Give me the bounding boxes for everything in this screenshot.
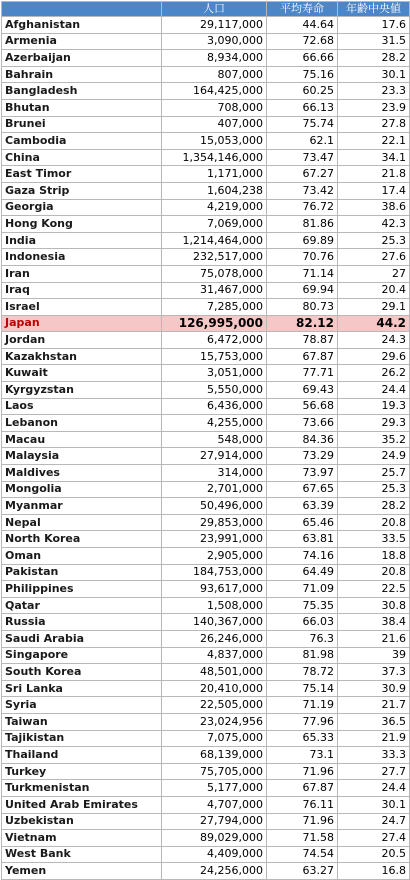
life-expectancy-cell[interactable]: 69.43 <box>267 382 338 399</box>
life-expectancy-cell[interactable]: 71.19 <box>267 697 338 714</box>
life-expectancy-cell[interactable]: 84.36 <box>267 431 338 448</box>
median-age-cell[interactable]: 18.8 <box>338 548 410 565</box>
life-expectancy-cell[interactable]: 69.94 <box>267 282 338 299</box>
population-cell[interactable]: 68,139,000 <box>162 747 267 764</box>
table-row[interactable] <box>2 465 410 482</box>
median-age-cell[interactable]: 21.9 <box>338 730 410 747</box>
median-age-cell[interactable]: 17.4 <box>338 182 410 199</box>
life-expectancy-cell[interactable]: 73.42 <box>267 182 338 199</box>
country-name-cell[interactable]: Kuwait <box>2 365 162 382</box>
table-row[interactable] <box>2 299 410 316</box>
median-age-cell[interactable]: 20.5 <box>338 846 410 863</box>
life-expectancy-cell[interactable]: 71.09 <box>267 581 338 598</box>
median-age-cell[interactable]: 22.5 <box>338 581 410 598</box>
table-row[interactable] <box>2 133 410 150</box>
population-cell[interactable]: 50,496,000 <box>162 498 267 515</box>
table-row[interactable] <box>2 282 410 299</box>
population-cell[interactable]: 75,705,000 <box>162 763 267 780</box>
population-cell[interactable]: 1,171,000 <box>162 166 267 183</box>
median-age-cell[interactable]: 21.7 <box>338 697 410 714</box>
life-expectancy-cell[interactable]: 81.98 <box>267 647 338 664</box>
population-cell[interactable]: 4,255,000 <box>162 415 267 432</box>
population-cell[interactable]: 3,090,000 <box>162 33 267 50</box>
life-expectancy-cell[interactable]: 69.89 <box>267 232 338 249</box>
table-row[interactable] <box>2 846 410 863</box>
population-cell[interactable]: 15,053,000 <box>162 133 267 150</box>
population-cell[interactable]: 232,517,000 <box>162 249 267 266</box>
country-name-cell[interactable]: United Arab Emirates <box>2 796 162 813</box>
country-name-cell[interactable]: Syria <box>2 697 162 714</box>
life-expectancy-cell[interactable]: 78.87 <box>267 332 338 349</box>
population-cell[interactable]: 2,701,000 <box>162 481 267 498</box>
median-age-cell[interactable]: 30.1 <box>338 796 410 813</box>
country-name-cell[interactable]: Oman <box>2 548 162 565</box>
life-expectancy-cell[interactable]: 73.29 <box>267 448 338 465</box>
life-expectancy-cell[interactable]: 78.72 <box>267 664 338 681</box>
median-age-cell[interactable]: 21.6 <box>338 630 410 647</box>
country-name-cell[interactable]: Turkmenistan <box>2 780 162 797</box>
header-median-age[interactable]: 年齢中央値 <box>338 2 410 17</box>
life-expectancy-cell[interactable]: 65.33 <box>267 730 338 747</box>
population-cell[interactable]: 140,367,000 <box>162 614 267 631</box>
median-age-cell[interactable]: 27.7 <box>338 763 410 780</box>
life-expectancy-cell[interactable]: 71.96 <box>267 763 338 780</box>
header-row <box>2 2 410 17</box>
life-expectancy-cell[interactable]: 73.66 <box>267 415 338 432</box>
table-row[interactable] <box>2 448 410 465</box>
header-life-expectancy[interactable]: 平均寿命 <box>267 2 338 17</box>
median-age-cell[interactable]: 23.9 <box>338 99 410 116</box>
country-statistics-table <box>1 1 410 880</box>
country-name-cell[interactable]: Bahrain <box>2 66 162 83</box>
table-row[interactable] <box>2 265 410 282</box>
population-cell[interactable]: 4,219,000 <box>162 199 267 216</box>
country-name-cell[interactable]: Laos <box>2 398 162 415</box>
median-age-cell[interactable]: 19.3 <box>338 398 410 415</box>
population-cell[interactable]: 23,991,000 <box>162 531 267 548</box>
table-row[interactable] <box>2 50 410 67</box>
population-cell[interactable]: 20,410,000 <box>162 680 267 697</box>
population-cell[interactable]: 7,075,000 <box>162 730 267 747</box>
median-age-cell[interactable]: 31.5 <box>338 33 410 50</box>
population-cell[interactable]: 5,177,000 <box>162 780 267 797</box>
median-age-cell[interactable]: 42.3 <box>338 216 410 233</box>
table-row[interactable] <box>2 664 410 681</box>
country-name-cell[interactable]: North Korea <box>2 531 162 548</box>
median-age-cell[interactable]: 37.3 <box>338 664 410 681</box>
table-row[interactable] <box>2 99 410 116</box>
life-expectancy-cell[interactable]: 74.16 <box>267 548 338 565</box>
table-row[interactable] <box>2 249 410 266</box>
table-row[interactable] <box>2 232 410 249</box>
header-population[interactable]: 人口 <box>162 2 267 17</box>
life-expectancy-cell[interactable]: 73.1 <box>267 747 338 764</box>
table-row[interactable] <box>2 763 410 780</box>
country-name-cell[interactable]: Singapore <box>2 647 162 664</box>
table-row[interactable] <box>2 348 410 365</box>
population-cell[interactable]: 23,024,956 <box>162 713 267 730</box>
population-cell[interactable]: 89,029,000 <box>162 830 267 847</box>
population-cell[interactable]: 126,995,000 <box>162 315 267 332</box>
population-cell[interactable]: 6,436,000 <box>162 398 267 415</box>
table-row[interactable] <box>2 730 410 747</box>
table-row[interactable] <box>2 630 410 647</box>
population-cell[interactable]: 807,000 <box>162 66 267 83</box>
median-age-cell[interactable]: 24.4 <box>338 780 410 797</box>
country-name-cell[interactable]: Kazakhstan <box>2 348 162 365</box>
life-expectancy-cell[interactable]: 73.97 <box>267 465 338 482</box>
country-name-cell[interactable]: Pakistan <box>2 564 162 581</box>
country-name-cell[interactable]: Armenia <box>2 33 162 50</box>
life-expectancy-cell[interactable]: 76.11 <box>267 796 338 813</box>
population-cell[interactable]: 1,214,464,000 <box>162 232 267 249</box>
life-expectancy-cell[interactable]: 66.66 <box>267 50 338 67</box>
table-row[interactable] <box>2 149 410 166</box>
country-name-cell[interactable]: Sri Lanka <box>2 680 162 697</box>
country-name-cell[interactable]: Taiwan <box>2 713 162 730</box>
median-age-cell[interactable]: 27 <box>338 265 410 282</box>
life-expectancy-cell[interactable]: 44.64 <box>267 17 338 34</box>
median-age-cell[interactable]: 23.3 <box>338 83 410 100</box>
life-expectancy-cell[interactable]: 66.03 <box>267 614 338 631</box>
median-age-cell[interactable]: 17.6 <box>338 17 410 34</box>
median-age-cell[interactable]: 35.2 <box>338 431 410 448</box>
median-age-cell[interactable]: 20.8 <box>338 564 410 581</box>
table-row[interactable] <box>2 863 410 880</box>
population-cell[interactable]: 31,467,000 <box>162 282 267 299</box>
median-age-cell[interactable]: 30.1 <box>338 66 410 83</box>
country-name-cell[interactable]: Uzbekistan <box>2 813 162 830</box>
median-age-cell[interactable]: 34.1 <box>338 149 410 166</box>
population-cell[interactable]: 7,069,000 <box>162 216 267 233</box>
life-expectancy-cell[interactable]: 67.87 <box>267 348 338 365</box>
population-cell[interactable]: 164,425,000 <box>162 83 267 100</box>
population-cell[interactable]: 29,853,000 <box>162 514 267 531</box>
country-name-cell[interactable]: East Timor <box>2 166 162 183</box>
country-name-cell[interactable]: Kyrgyzstan <box>2 382 162 399</box>
table-row[interactable] <box>2 747 410 764</box>
country-name-cell[interactable]: Japan <box>2 315 162 332</box>
population-cell[interactable]: 7,285,000 <box>162 299 267 316</box>
table-row[interactable] <box>2 315 410 332</box>
life-expectancy-cell[interactable]: 65.46 <box>267 514 338 531</box>
median-age-cell[interactable]: 44.2 <box>338 315 410 332</box>
table-row[interactable] <box>2 17 410 34</box>
population-cell[interactable]: 22,505,000 <box>162 697 267 714</box>
table-row[interactable] <box>2 83 410 100</box>
life-expectancy-cell[interactable]: 71.96 <box>267 813 338 830</box>
country-name-cell[interactable]: Georgia <box>2 199 162 216</box>
table-row[interactable] <box>2 166 410 183</box>
table-row[interactable] <box>2 365 410 382</box>
table-row[interactable] <box>2 780 410 797</box>
country-name-cell[interactable]: Indonesia <box>2 249 162 266</box>
country-name-cell[interactable]: Iraq <box>2 282 162 299</box>
population-cell[interactable]: 27,794,000 <box>162 813 267 830</box>
table-row[interactable] <box>2 33 410 50</box>
table-row[interactable] <box>2 382 410 399</box>
table-row[interactable] <box>2 199 410 216</box>
country-name-cell[interactable]: Vietnam <box>2 830 162 847</box>
population-cell[interactable]: 24,256,000 <box>162 863 267 880</box>
life-expectancy-cell[interactable]: 81.86 <box>267 216 338 233</box>
median-age-cell[interactable]: 38.4 <box>338 614 410 631</box>
median-age-cell[interactable]: 21.8 <box>338 166 410 183</box>
table-row[interactable] <box>2 431 410 448</box>
population-cell[interactable]: 1,508,000 <box>162 597 267 614</box>
life-expectancy-cell[interactable]: 62.1 <box>267 133 338 150</box>
population-cell[interactable]: 2,905,000 <box>162 548 267 565</box>
median-age-cell[interactable]: 29.3 <box>338 415 410 432</box>
country-name-cell[interactable]: Mongolia <box>2 481 162 498</box>
population-cell[interactable]: 93,617,000 <box>162 581 267 598</box>
country-name-cell[interactable]: Thailand <box>2 747 162 764</box>
table-row[interactable] <box>2 216 410 233</box>
population-cell[interactable]: 1,604,238 <box>162 182 267 199</box>
table-row[interactable] <box>2 481 410 498</box>
country-name-cell[interactable]: Afghanistan <box>2 17 162 34</box>
life-expectancy-cell[interactable]: 77.96 <box>267 713 338 730</box>
population-cell[interactable]: 6,472,000 <box>162 332 267 349</box>
life-expectancy-cell[interactable]: 75.14 <box>267 680 338 697</box>
median-age-cell[interactable]: 24.7 <box>338 813 410 830</box>
country-name-cell[interactable]: Malaysia <box>2 448 162 465</box>
median-age-cell[interactable]: 29.6 <box>338 348 410 365</box>
median-age-cell[interactable]: 24.9 <box>338 448 410 465</box>
median-age-cell[interactable]: 26.2 <box>338 365 410 382</box>
table-body <box>2 17 410 880</box>
country-name-cell[interactable]: Maldives <box>2 465 162 482</box>
country-name-cell[interactable]: Bhutan <box>2 99 162 116</box>
country-name-cell[interactable]: Lebanon <box>2 415 162 432</box>
life-expectancy-cell[interactable]: 72.68 <box>267 33 338 50</box>
population-cell[interactable]: 5,550,000 <box>162 382 267 399</box>
population-cell[interactable]: 4,409,000 <box>162 846 267 863</box>
country-name-cell[interactable]: Myanmar <box>2 498 162 515</box>
country-name-cell[interactable]: Iran <box>2 265 162 282</box>
table-row[interactable] <box>2 514 410 531</box>
table-row[interactable] <box>2 581 410 598</box>
median-age-cell[interactable]: 28.2 <box>338 498 410 515</box>
population-cell[interactable]: 27,914,000 <box>162 448 267 465</box>
life-expectancy-cell[interactable]: 63.39 <box>267 498 338 515</box>
country-name-cell[interactable]: Tajikistan <box>2 730 162 747</box>
country-name-cell[interactable]: South Korea <box>2 664 162 681</box>
median-age-cell[interactable]: 20.8 <box>338 514 410 531</box>
median-age-cell[interactable]: 24.4 <box>338 382 410 399</box>
table-row[interactable] <box>2 116 410 133</box>
table-row[interactable] <box>2 531 410 548</box>
country-name-cell[interactable]: West Bank <box>2 846 162 863</box>
country-name-cell[interactable]: Hong Kong <box>2 216 162 233</box>
median-age-cell[interactable]: 30.8 <box>338 597 410 614</box>
life-expectancy-cell[interactable]: 70.76 <box>267 249 338 266</box>
median-age-cell[interactable]: 27.4 <box>338 830 410 847</box>
country-name-cell[interactable]: Brunei <box>2 116 162 133</box>
median-age-cell[interactable]: 25.3 <box>338 481 410 498</box>
country-name-cell[interactable]: Yemen <box>2 863 162 880</box>
population-cell[interactable]: 548,000 <box>162 431 267 448</box>
life-expectancy-cell[interactable]: 73.47 <box>267 149 338 166</box>
median-age-cell[interactable]: 39 <box>338 647 410 664</box>
table-row[interactable] <box>2 415 410 432</box>
country-name-cell[interactable]: Jordan <box>2 332 162 349</box>
country-name-cell[interactable]: Gaza Strip <box>2 182 162 199</box>
table-row[interactable] <box>2 796 410 813</box>
population-cell[interactable]: 407,000 <box>162 116 267 133</box>
median-age-cell[interactable]: 16.8 <box>338 863 410 880</box>
life-expectancy-cell[interactable]: 75.35 <box>267 597 338 614</box>
country-name-cell[interactable]: Israel <box>2 299 162 316</box>
life-expectancy-cell[interactable]: 67.65 <box>267 481 338 498</box>
table-row[interactable] <box>2 548 410 565</box>
table-row[interactable] <box>2 182 410 199</box>
median-age-cell[interactable]: 20.4 <box>338 282 410 299</box>
population-cell[interactable]: 26,246,000 <box>162 630 267 647</box>
life-expectancy-cell[interactable]: 56.68 <box>267 398 338 415</box>
life-expectancy-cell[interactable]: 64.49 <box>267 564 338 581</box>
population-cell[interactable]: 4,707,000 <box>162 796 267 813</box>
median-age-cell[interactable]: 27.6 <box>338 249 410 266</box>
life-expectancy-cell[interactable]: 63.27 <box>267 863 338 880</box>
country-name-cell[interactable]: Azerbaijan <box>2 50 162 67</box>
population-cell[interactable]: 4,837,000 <box>162 647 267 664</box>
life-expectancy-cell[interactable]: 77.71 <box>267 365 338 382</box>
population-cell[interactable]: 8,934,000 <box>162 50 267 67</box>
country-name-cell[interactable]: Qatar <box>2 597 162 614</box>
life-expectancy-cell[interactable]: 71.14 <box>267 265 338 282</box>
median-age-cell[interactable]: 25.7 <box>338 465 410 482</box>
life-expectancy-cell[interactable]: 80.73 <box>267 299 338 316</box>
country-name-cell[interactable]: Macau <box>2 431 162 448</box>
population-cell[interactable]: 29,117,000 <box>162 17 267 34</box>
population-cell[interactable]: 184,753,000 <box>162 564 267 581</box>
table-row[interactable] <box>2 564 410 581</box>
table-row[interactable] <box>2 680 410 697</box>
median-age-cell[interactable]: 33.5 <box>338 531 410 548</box>
life-expectancy-cell[interactable]: 67.27 <box>267 166 338 183</box>
table-row[interactable] <box>2 498 410 515</box>
country-name-cell[interactable]: Philippines <box>2 581 162 598</box>
median-age-cell[interactable]: 27.8 <box>338 116 410 133</box>
population-cell[interactable]: 708,000 <box>162 99 267 116</box>
life-expectancy-cell[interactable]: 63.81 <box>267 531 338 548</box>
life-expectancy-cell[interactable]: 76.72 <box>267 199 338 216</box>
population-cell[interactable]: 48,501,000 <box>162 664 267 681</box>
life-expectancy-cell[interactable]: 75.74 <box>267 116 338 133</box>
median-age-cell[interactable]: 29.1 <box>338 299 410 316</box>
median-age-cell[interactable]: 30.9 <box>338 680 410 697</box>
median-age-cell[interactable]: 24.3 <box>338 332 410 349</box>
table-row[interactable] <box>2 713 410 730</box>
life-expectancy-cell[interactable]: 75.16 <box>267 66 338 83</box>
country-name-cell[interactable]: Nepal <box>2 514 162 531</box>
header-country[interactable] <box>2 2 162 17</box>
table-row[interactable] <box>2 830 410 847</box>
median-age-cell[interactable]: 38.6 <box>338 199 410 216</box>
table-row[interactable] <box>2 813 410 830</box>
country-name-cell[interactable]: China <box>2 149 162 166</box>
life-expectancy-cell[interactable]: 71.58 <box>267 830 338 847</box>
median-age-cell[interactable]: 22.1 <box>338 133 410 150</box>
table-row[interactable] <box>2 332 410 349</box>
life-expectancy-cell[interactable]: 66.13 <box>267 99 338 116</box>
country-name-cell[interactable]: Bangladesh <box>2 83 162 100</box>
table-row[interactable] <box>2 398 410 415</box>
population-cell[interactable]: 1,354,146,000 <box>162 149 267 166</box>
median-age-cell[interactable]: 33.3 <box>338 747 410 764</box>
life-expectancy-cell[interactable]: 74.54 <box>267 846 338 863</box>
population-cell[interactable]: 75,078,000 <box>162 265 267 282</box>
life-expectancy-cell[interactable]: 67.87 <box>267 780 338 797</box>
population-cell[interactable]: 314,000 <box>162 465 267 482</box>
median-age-cell[interactable]: 28.2 <box>338 50 410 67</box>
country-name-cell[interactable]: Turkey <box>2 763 162 780</box>
life-expectancy-cell[interactable]: 76.3 <box>267 630 338 647</box>
country-name-cell[interactable]: India <box>2 232 162 249</box>
table-row[interactable] <box>2 697 410 714</box>
country-name-cell[interactable]: Cambodia <box>2 133 162 150</box>
median-age-cell[interactable]: 36.5 <box>338 713 410 730</box>
population-cell[interactable]: 15,753,000 <box>162 348 267 365</box>
life-expectancy-cell[interactable]: 60.25 <box>267 83 338 100</box>
country-name-cell[interactable]: Saudi Arabia <box>2 630 162 647</box>
median-age-cell[interactable]: 25.3 <box>338 232 410 249</box>
table-row[interactable] <box>2 66 410 83</box>
country-name-cell[interactable]: Russia <box>2 614 162 631</box>
population-cell[interactable]: 3,051,000 <box>162 365 267 382</box>
table-row[interactable] <box>2 614 410 631</box>
table-row[interactable] <box>2 647 410 664</box>
table-row[interactable] <box>2 597 410 614</box>
life-expectancy-cell[interactable]: 82.12 <box>267 315 338 332</box>
